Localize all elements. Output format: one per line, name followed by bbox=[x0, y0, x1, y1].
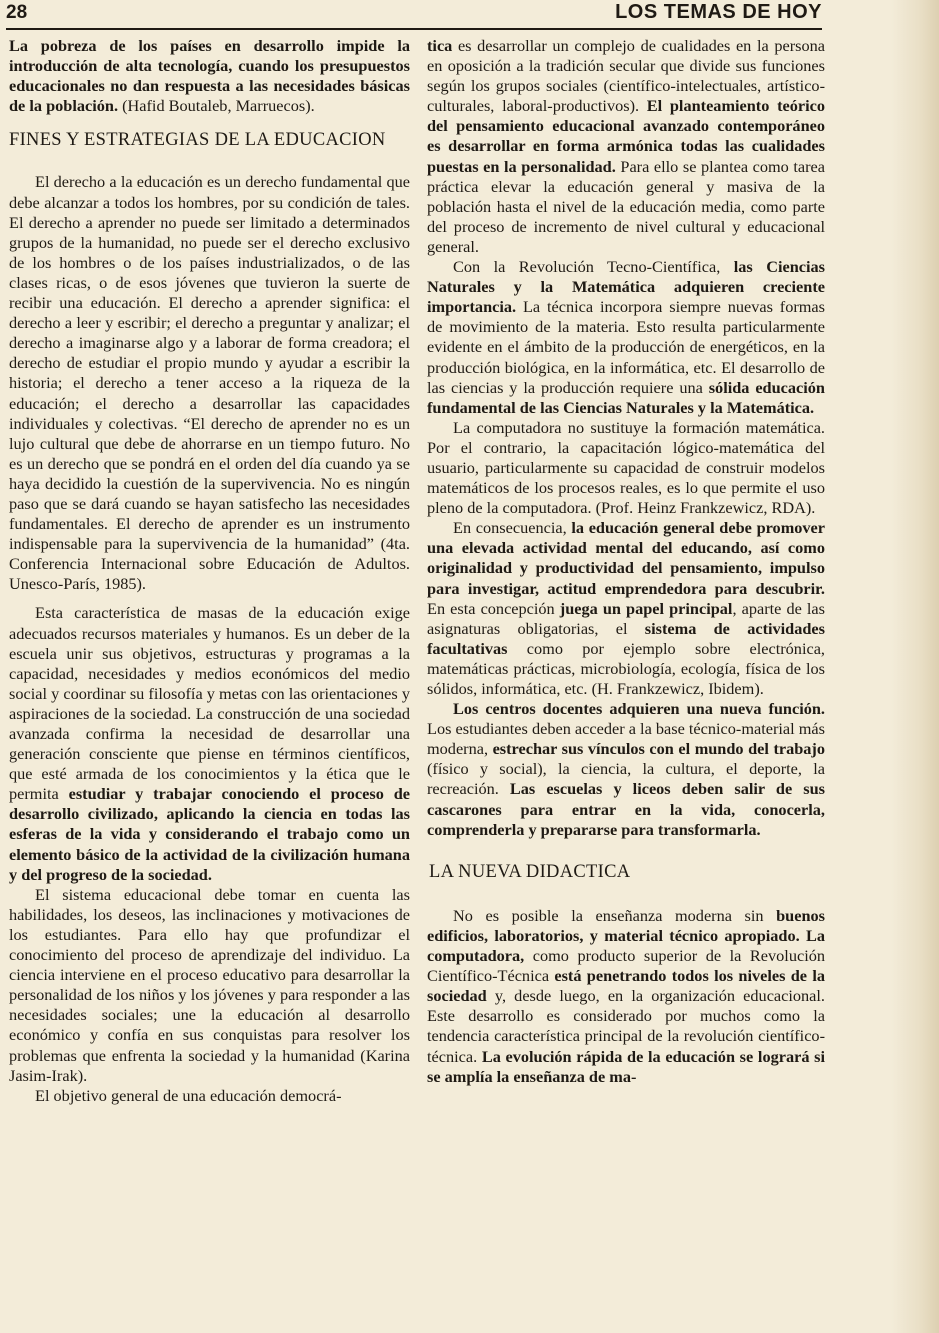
body-paragraph bbox=[427, 418, 825, 518]
bold-text-run: estudiar y trabajar conociendo el proceso de desarrollo civilizado, aplicando la ciencia en todas las esferas de la vida y considerando el trabajo como un elemento básico de la actividad de la civilización humana y del progreso de la sociedad. bbox=[9, 784, 411, 884]
bold-text-run: tica bbox=[427, 36, 453, 55]
section-title: LOS TEMAS DE HOY bbox=[615, 1, 822, 23]
body-paragraph bbox=[9, 603, 410, 884]
page-number: 28 bbox=[6, 2, 28, 23]
left-column bbox=[9, 36, 410, 1106]
text-run: Esta característica de masas de la educación exige adecuados recursos materiales y humanos. Es un deber de la escuela unir sus objetivos, estructuras y programas a la capacidad, necesidades y medios económicos del medio social y coordinar su filosofía y metas con las orientaciones y aspiraciones de la sociedad. La construcción de una sociedad avanzada confirma la necesidad de desarrollar una generación consciente que piense en términos científicos, que esté armada de los conocimientos y la ética que le permita bbox=[9, 603, 410, 804]
body-paragraph bbox=[427, 699, 825, 840]
bold-text-run: El planteamiento teórico del pensamiento educacional avanzado contemporáneo es desarrollar en forma armónica todas las cualidades puestas en la personalidad. bbox=[427, 96, 825, 176]
text-run: Los estudiantes deben acceder a la base técnico-material más moderna, bbox=[427, 719, 825, 759]
bold-text-run: Los centros docentes adquieren una nueva función. bbox=[453, 699, 825, 719]
bold-text-run: sistema de actividades facultativas bbox=[427, 618, 825, 658]
right-column bbox=[427, 36, 825, 1087]
bold-text-run: buenos edificios, laboratorios, y material técnico apropiado. La computadora, bbox=[427, 905, 825, 966]
body-paragraph bbox=[427, 518, 825, 699]
text-run: y, desde luego, en la organización educacional. Este desarrollo es considerado por muchos como la tendencia característica principal de la revolución científico-técnica. bbox=[427, 986, 825, 1066]
text-run: No es posible la enseñanza moderna sin bbox=[453, 905, 777, 925]
body-paragraph bbox=[427, 36, 825, 257]
bold-text-run: sólida educación fundamental de las Ciencias Naturales y la Matemática. bbox=[427, 377, 825, 417]
text-run: El derecho a la educación es un derecho fundamental que debe alcanzar a todos los hombres, por su condición de tales. El derecho a aprender no puede ser limitado a determinados grupos de la humanidad, no puede ser el derecho exclusivo de los hombres o de los países industrializados, o de las clases ricas, o de esos jóvenes que tuvieron la suerte de recibir una educación. El derecho a aprender significa: el derecho a leer y escribir; el derecho a preguntar y analizar; el derecho a imaginarse algo y a laborar de forma creadora; el derecho de estudiar el propio mundo y ayudar a escribir la historia; el derecho a tener acceso a la riqueza de la educación; el derecho a desarrollar las capacidades individuales y colectivas. “El derecho de aprender no es un lujo cultural que debe de ahorrarse en un tiempo futuro. No es un derecho que se pondrá en el orden del día cuando ya se haya decidido la cuestión de la supervivencia. No es ningún paso que se dará cuando se hayan satisfecho las necesidades fundamentales. El derecho de aprender es un instrumento indispensable para la supervivencia de la humanidad” (4ta. Conferencia Internacional sobre Educación de Adultos. Unesco-París, 1985). bbox=[9, 172, 410, 594]
bold-text-run: está penetrando todos los niveles de la sociedad bbox=[427, 966, 825, 1006]
text-run: como por ejemplo sobre electrónica, matemáticas prácticas, microbiología, ecología, física de los sólidos, informática, etc. (H. Frankzewicz, Ibidem). bbox=[427, 638, 825, 698]
section-heading: FINES Y ESTRATEGIAS DE LA EDUCACION bbox=[9, 130, 386, 151]
text-run: como producto superior de la Revolución Científico-Técnica bbox=[427, 946, 825, 986]
text-run: Con la Revolución Tecno-Científica, bbox=[453, 257, 734, 277]
body-paragraph bbox=[9, 885, 410, 1086]
intro-paragraph bbox=[9, 36, 410, 116]
page-header bbox=[6, 2, 822, 30]
text-run: Para ello se plantea como tarea práctica elevar la educación general y masiva de la población hasta el nivel de la educación media, como parte del proceso de incremento de nivel cultural y educacional general. bbox=[427, 156, 825, 256]
body-paragraph bbox=[9, 172, 410, 594]
bold-text-run: La pobreza de los países en desarrollo impide la introducción de alta tecnología, cuando los presupuestos educacionales no dan respuesta a las necesidades básicas de la población. bbox=[9, 36, 410, 116]
bold-text-run: la educación general debe promover una elevada actividad mental del educando, así como originalidad y productividad del pensamiento, impulso para investigar, actitud emprendedora para descubrir. bbox=[427, 518, 825, 598]
text-run: es desarrollar un complejo de cualidades en la persona en oposición a la tradición secular que divide sus funciones según los grupos sociales (científico-intelectuales, artístico-culturales, laboral-productivos). bbox=[427, 36, 825, 116]
body-paragraph bbox=[427, 906, 825, 1087]
text-run: (físico y social), la ciencia, la cultura, el deporte, la recreación. bbox=[427, 759, 825, 799]
body-paragraph bbox=[427, 257, 825, 418]
bold-text-run: La evolución rápida de la educación se logrará si se amplía la enseñanza de ma- bbox=[427, 1046, 825, 1086]
bold-text-run: Las escuelas y liceos deben salir de sus cascarones para entrar en la vida, conocerla, comprenderla y prepararse para transformarla. bbox=[427, 779, 825, 839]
text-run: El sistema educacional debe tomar en cuenta las habilidades, los deseos, las inclinaciones y motivaciones de los estudiantes. Para ello hay que profundizar el conocimiento del proceso de aprendizaje del individuo. La ciencia interviene en el proceso educativo para desarrollar la personalidad de los niños y los jóvenes y para responder a las necesidades sociales; une la educación al desarrollo económico y confía en sus conquistas para resolver los problemas que enfrenta la sociedad y la humanidad (Karina Jasim-Irak). bbox=[9, 884, 410, 1085]
text-run: En consecuencia, bbox=[453, 518, 572, 538]
text-run: El objetivo general de una educación democrá- bbox=[35, 1085, 342, 1105]
text-run: (Hafid Boutaleb, Marruecos). bbox=[118, 96, 315, 116]
text-run: En esta concepción bbox=[427, 598, 560, 618]
body-paragraph bbox=[9, 1086, 410, 1106]
bold-text-run: las Ciencias Naturales y la Matemática adquieren creciente importancia. bbox=[427, 257, 825, 317]
text-run: La técnica incorpora siempre nuevas formas de movimiento de la materia. Esto resulta particularmente evidente en el ámbito de la producción de energéticos, en la producción biológica, en la informática, etc. El desarrollo de las ciencias y la producción requiere una bbox=[427, 297, 825, 397]
bold-text-run: juega un papel principal bbox=[559, 598, 733, 618]
text-run: La computadora no sustituye la formación matemática. Por el contrario, la capacitación lógico-matemática del usuario, particularmente su capacidad de construir modelos matemáticos de los procesos reales, es lo que permite el uso pleno de la computadora. (Prof. Heinz Frankzewicz, RDA). bbox=[427, 417, 825, 518]
section-heading: LA NUEVA DIDACTICA bbox=[429, 861, 631, 882]
text-run: , aparte de las asignaturas obligatorias, el bbox=[427, 598, 825, 638]
bold-text-run: estrechar sus vínculos con el mundo del trabajo bbox=[492, 739, 825, 759]
page-edge bbox=[891, 0, 939, 1333]
